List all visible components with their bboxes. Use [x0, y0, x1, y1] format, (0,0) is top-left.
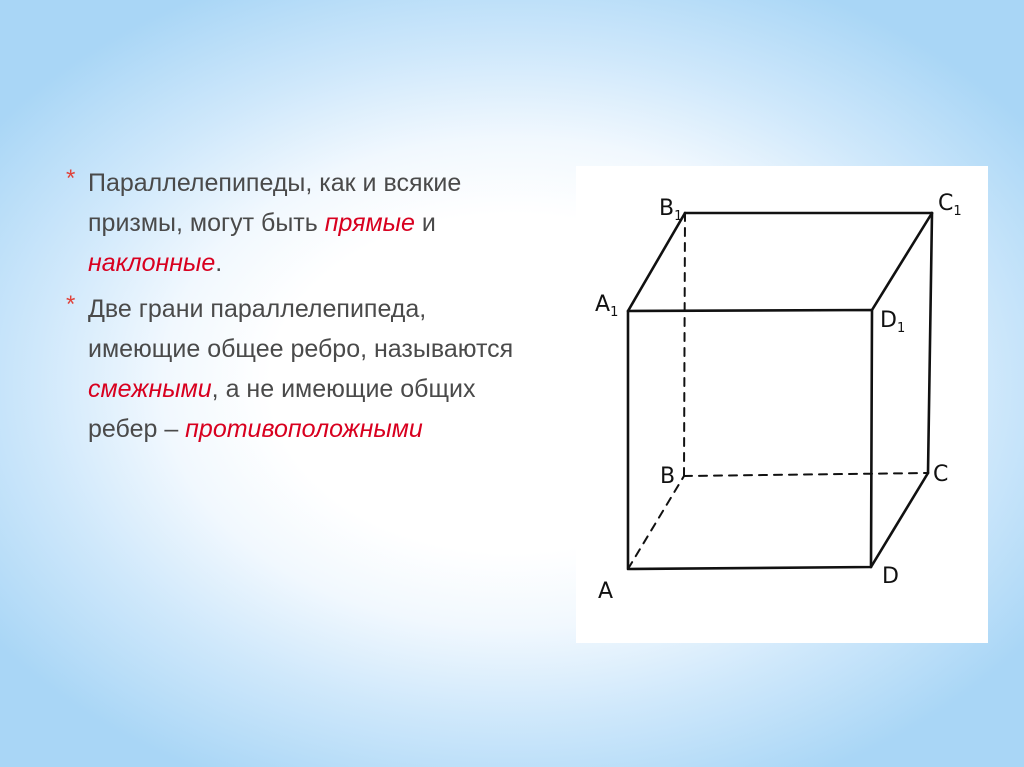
bullet-text: , а не имеющие общих ребер – [88, 375, 476, 443]
vertex-label-c1: $C_1$ [938, 191, 962, 219]
bullet-marker: * [66, 291, 76, 318]
hidden-edge-b1-b [684, 213, 685, 476]
bullet-item-face-types [62, 289, 532, 449]
bullet-text: Две грани параллелепипеда, имеющие общее ребро, называются [88, 295, 514, 363]
vertex-label-b1: $B_1$ [659, 196, 683, 224]
hidden-edge-b-c [684, 473, 928, 476]
parallelepiped-figure [576, 166, 988, 643]
bullet-text: и [414, 209, 436, 237]
vertex-label-d1: $D_1$ [880, 308, 906, 336]
edge-d-c [871, 473, 928, 567]
vertex-label-c: C [933, 462, 949, 487]
edge-c1-c [928, 213, 932, 473]
emphasis-term-straight: прямые [324, 209, 415, 237]
vertex-label-b: B [660, 464, 676, 489]
edge-a1-b1 [628, 213, 685, 311]
vertex-label-a: A [598, 579, 614, 604]
bullet-text: Параллелепипеды, как и всякие призмы, могут быть [88, 169, 462, 237]
bullet-text: . [215, 249, 223, 277]
vertex-label-d: D [882, 564, 899, 589]
emphasis-term-inclined: наклонные [88, 249, 216, 277]
bullet-list [62, 163, 532, 455]
vertex-label-a1: $A_1$ [595, 292, 619, 320]
bullet-item-prism-types [62, 163, 532, 283]
bullet-marker: * [66, 165, 76, 192]
parallelepiped-drawing [576, 166, 988, 643]
emphasis-term-adjacent: смежными [88, 375, 212, 403]
edge-front-face [628, 310, 872, 569]
edge-d1-c1 [872, 213, 932, 310]
hidden-edge-a-b [628, 476, 684, 569]
emphasis-term-opposite: противоположными [185, 415, 423, 443]
